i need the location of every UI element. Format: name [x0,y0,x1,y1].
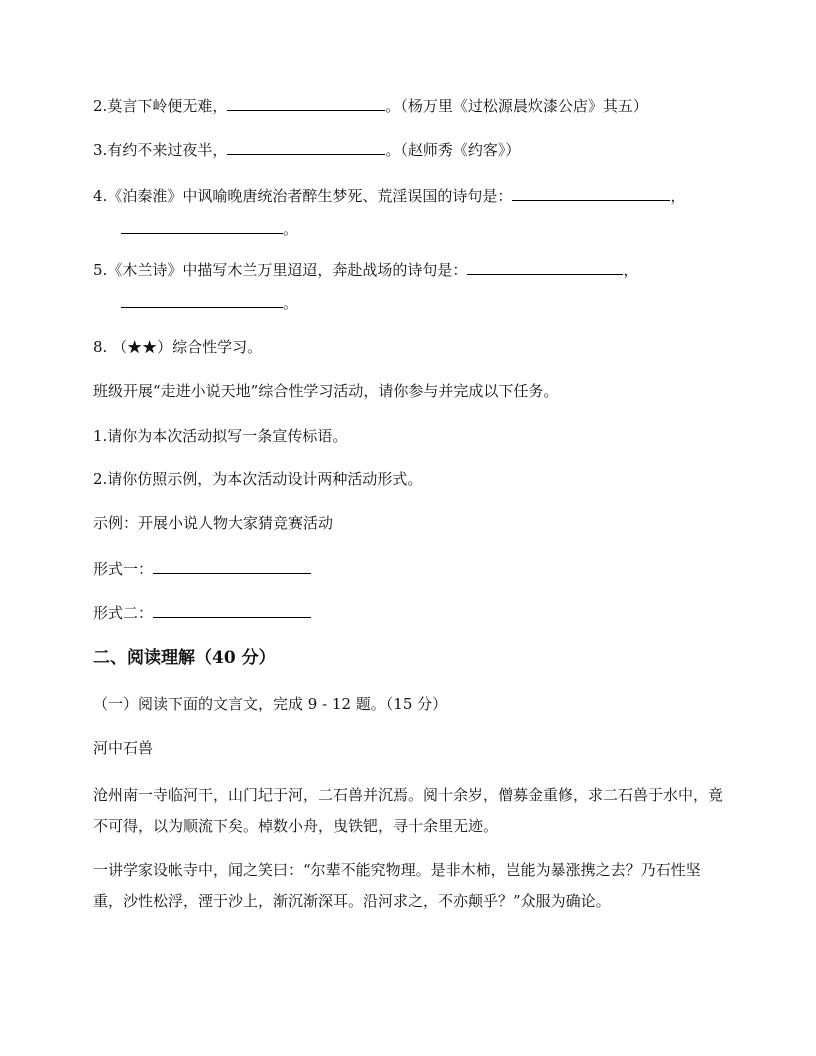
question-5-continued [121,293,298,313]
answer-blank[interactable] [153,559,311,574]
answer-blank[interactable] [512,186,670,201]
question-number: 5. [93,261,108,279]
answer-blank[interactable] [227,140,385,155]
question-5 [93,260,638,280]
question-source: 。（杨万里《过松源晨炊漆公店》其五） [385,97,648,115]
question-text: 《木兰诗》中描写木兰万里迢迢，奔赴战场的诗句是： [107,261,468,279]
answer-blank[interactable] [121,219,283,234]
answer-blank[interactable] [227,96,385,111]
text-title: 河中石兽 [93,739,154,757]
punctuation: 。 [283,294,299,312]
question-text: 《泊秦淮》中讽喻晚唐统治者醉生梦死、荒淫误国的诗句是： [107,187,513,205]
example-text: 示例：开展小说人物大家猜竞赛活动 [93,514,334,532]
question-8-intro: 班级开展“走进小说天地”综合性学习活动，请你参与并完成以下任务。 [93,382,559,400]
section-heading: 二、阅读理解（40 分） [93,648,276,668]
form-2 [93,603,311,623]
answer-blank[interactable] [467,260,623,275]
task-2: 2.请你仿照示例，为本次活动设计两种活动形式。 [93,470,423,488]
form-2-label: 形式二： [93,604,154,622]
task-1: 1.请你为本次活动拟写一条宣传标语。 [93,427,348,445]
answer-blank[interactable] [121,293,283,308]
punctuation: 。 [283,220,299,238]
form-1 [93,559,311,579]
question-text: 莫言下岭便无难， [107,97,228,115]
question-text: 有约不来过夜半， [107,141,228,159]
question-source: 。（赵师秀《约客》） [385,141,521,159]
question-number: 2. [93,97,108,115]
punctuation: ， [670,187,686,205]
form-1-label: 形式一： [93,560,154,578]
question-number: 4. [93,187,108,205]
question-4-continued [121,219,298,239]
passage-paragraph-2: 一讲学家设帐寺中，闻之笑曰：“尔辈不能究物理。是非木柿，岂能为暴涨携之去？乃石性坚重，沙性松浮，湮于沙上，渐沉渐深耳。沿河求之，不亦颠乎？”众服为确论。 [93,861,701,910]
answer-blank[interactable] [153,603,311,618]
passage-paragraph-1: 沧州南一寺临河干，山门圮于河，二石兽并沉焉。阅十余岁，僧募金重修，求二石兽于水中，竟不可得，以为顺流下矣。棹数小舟，曳铁钯，寻十余里无迹。 [93,786,724,835]
part-1-instruction: （一）阅读下面的文言文，完成 9 - 12 题。（15 分） [93,695,448,713]
question-8-title: 8. （★★）综合性学习。 [93,338,263,356]
question-number: 3. [93,141,108,159]
question-4 [93,186,685,206]
question-2 [93,96,648,116]
punctuation: ， [623,261,639,279]
question-3 [93,140,520,160]
